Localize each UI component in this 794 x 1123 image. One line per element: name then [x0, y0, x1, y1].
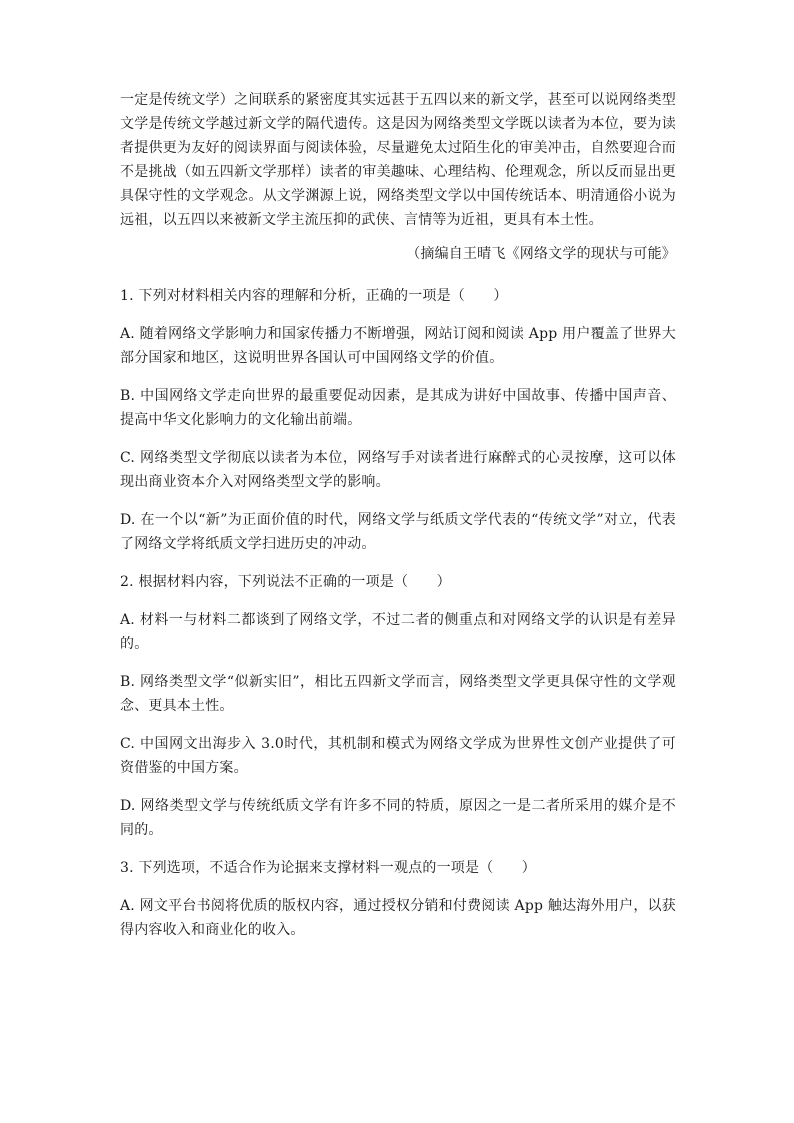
- question-1-option-b: B. 中国网络文学走向世界的最重要促动因素，是其成为讲好中国故事、传播中国声音、提高中华文化影响力的文化输出前端。: [120, 388, 676, 428]
- question-2-option-b: B. 网络类型文学“似新实旧”，相比五四新文学而言，网络类型文学更具保守性的文学观念、更具本土性。: [120, 674, 676, 714]
- passage-text: 一定是传统文学）之间联系的紧密度其实远甚于五四以来的新文学，甚至可以说网络类型文学是传统文学越过新文学的隔代遗传。这是因为网络类型文学既以读者为本位，要为读者提供更为友好的阅读界面与阅读体验，尽量避免太过陌生化的审美冲击，自然要迎合而不是挑战（如五四新文学那样）读者的审美趣味、心理结构、伦理观念，所以反而显出更具保守性的文学观念。从文学渊源上说，网络类型文学以中国传统话本、明清通俗小说为远祖，以五四以来被新文学主流压抑的武侠、言情等为近祖，更具有本土性。: [120, 92, 676, 228]
- question-2-option-d: D. 网络类型文学与传统纸质文学有许多不同的特质，原因之一是二者所采用的媒介是不同的。: [120, 798, 676, 838]
- document-page: [120, 88, 676, 956]
- question-1-option-d: D. 在一个以“新”为正面价值的时代，网络文学与纸质文学代表的“传统文学”对立，代表了网络文学将纸质文学扫进历史的冲动。: [120, 512, 676, 552]
- question-1-stem: 1. 下列对材料相关内容的理解和分析，正确的一项是（ ）: [120, 288, 508, 304]
- passage-source: （摘编自王晴飞《网络文学的现状与可能》: [406, 246, 676, 262]
- question-2-stem: 2. 根据材料内容，下列说法不正确的一项是（ ）: [120, 574, 451, 590]
- question-2-option-c: C. 中国网文出海步入 3.0时代，其机制和模式为网络文学成为世界性文创产业提供了可资借鉴的中国方案。: [120, 736, 676, 776]
- question-3-stem: 3. 下列选项，不适合作为论据来支撑材料一观点的一项是（ ）: [120, 860, 537, 876]
- question-1-option-c: C. 网络类型文学彻底以读者为本位，网络写手对读者进行麻醉式的心灵按摩，这可以体现出商业资本介入对网络类型文学的影响。: [120, 450, 676, 490]
- question-3-option-a: A. 网文平台书阅将优质的版权内容，通过授权分销和付费阅读 App 触达海外用户，以获得内容收入和商业化的收入。: [120, 898, 676, 938]
- question-1-option-a: A. 随着网络文学影响力和国家传播力不断增强，网站订阅和阅读 App 用户覆盖了世界大部分国家和地区，这说明世界各国认可中国网络文学的价值。: [120, 326, 676, 366]
- question-2-option-a: A. 材料一与材料二都谈到了网络文学，不过二者的侧重点和对网络文学的认识是有差异的。: [120, 612, 676, 652]
